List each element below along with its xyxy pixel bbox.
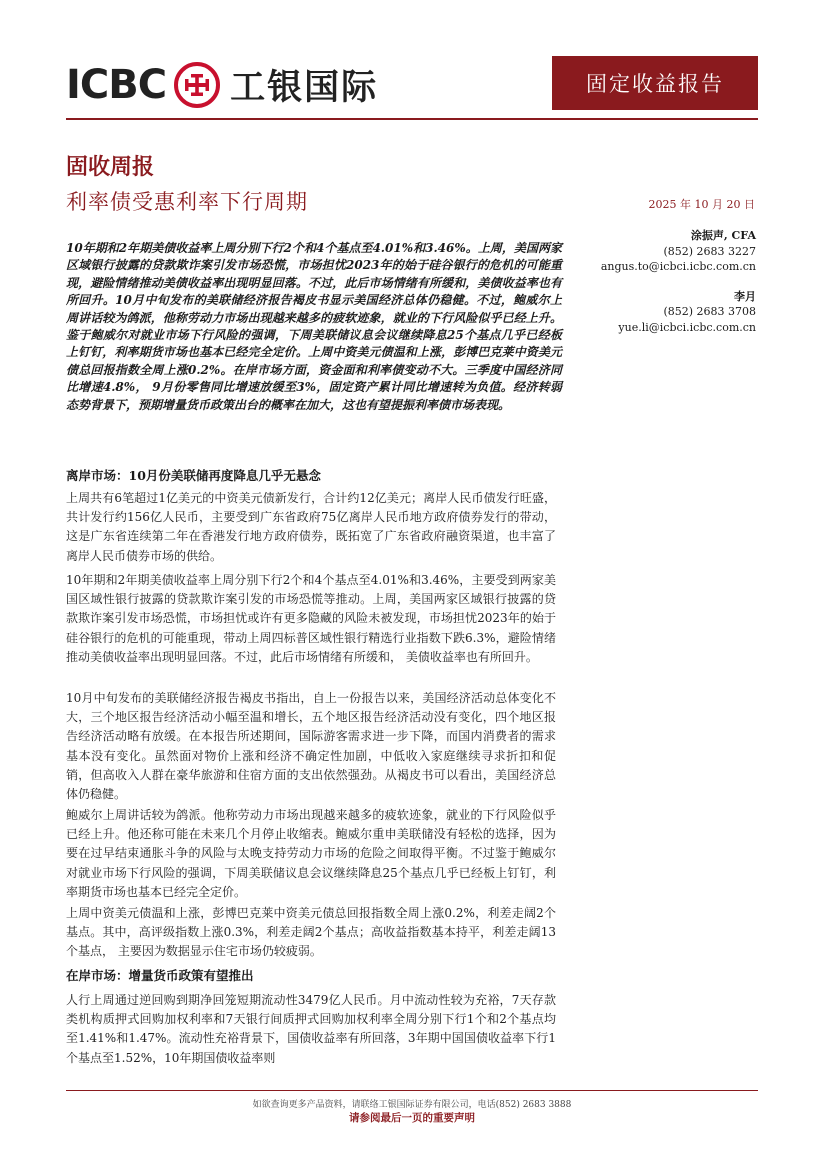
author-email[interactable]: angus.to@icbci.icbc.com.cn <box>600 260 756 273</box>
body-paragraph: 上周中资美元债温和上涨，彭博巴克莱中资美元债总回报指数全周上涨0.2%，利差走阔2个基点。其中，高评级指数上涨0.3%，利差走阔2个基点；高收益指数基本持平，利差走阔13个基点， 主要因为数据显示住宅市场仍较疲弱。 <box>66 906 556 959</box>
author-name: 李月 <box>734 289 756 303</box>
body-paragraph: 10年期和2年期美债收益率上周分别下行2个和4个基点至4.01%和3.46%，主要受到两家美国区域性银行披露的贷款欺诈案引发的市场恐慌等推动。上周，美国两家区域银行披露的贷款欺诈案引发市场恐慌，市场担忧或许有更多隐藏的风险未被发现，市场担忧2023年的始于硅谷银行的危机的可能重现，带动上周四标普区域性银行精选行业指数下跌6.3%，避险情绪推动美债收益率出现明显回落。不过，此后市场情绪有所缓和， 美债收益率也有所回升。 <box>66 573 556 664</box>
report-title: 固收周报 <box>66 154 155 180</box>
company-logo <box>66 62 378 108</box>
body-paragraph: 人行上周通过逆回购到期净回笼短期流动性3479亿人民币。月中流动性较为充裕，7天存款类机构质押式回购加权利率和7天银行间质押式回购加权利率全周分别下行1个和2个基点均至1.41%和1.47%。流动性充裕背景下，国债收益率有所回落，3年期中国国债收益率下行1个基点至1.52%，10年期国债收益率则 <box>66 993 556 1065</box>
author-phone: (852) 2683 3708 <box>663 305 756 318</box>
body-paragraph: 上周共有6笔超过1亿美元的中资美元债新发行，合计约12亿美元；离岸人民币债发行旺盛，共计发行约156亿人民币，主要受到广东省政府75亿离岸人民币地方政府债券发行的带动，这是广东省连续第二年在香港发行地方政府债券，既拓宽了广东省政府融资渠道，也丰富了离岸人民币债券市场的供给。 <box>66 491 556 563</box>
footer-contact: 如欲查询更多产品资料，请联络工银国际证券有限公司，电话(852) 2683 3888 <box>252 1100 572 1110</box>
author-email[interactable]: yue.li@icbci.icbc.com.cn <box>618 320 756 334</box>
header-divider <box>66 118 758 120</box>
logo-chinese-text: 工银国际 <box>230 68 379 108</box>
report-type-badge: 固定收益报告 <box>552 56 758 110</box>
author-name: 涂振声, CFA <box>690 229 756 242</box>
section-heading-onshore: 在岸市场：增量货币政策有望推出 <box>66 968 254 983</box>
footer-divider <box>66 1090 758 1091</box>
footer-disclaimer[interactable]: 请参阅最后一页的重要声明 <box>349 1112 475 1124</box>
section-heading-offshore: 离岸市场：10月份美联储再度降息几乎无悬念 <box>66 468 321 483</box>
report-subtitle: 利率债受惠利率下行周期 <box>66 190 308 214</box>
author-phone: (852) 2683 3227 <box>663 244 756 258</box>
icbc-emblem-icon <box>174 62 220 108</box>
body-paragraph: 鲍威尔上周讲话较为鸽派。他称劳动力市场出现越来越多的疲软迹象，就业的下行风险似乎已经上升。他还称可能在未来几个月停止收缩表。鲍威尔重申美联储没有轻松的选择，因为要在过早结束通胀斗争的风险与太晚支持劳动力市场的危险之间取得平衡。不过鉴于鲍威尔对就业市场下行风险的强调，下周美联储议息会议继续降息25个基点几乎已经板上钉钉，利率期货市场也基本已经完全定价。 <box>66 808 556 899</box>
report-date: 2025 年 10 月 20 日 <box>648 198 755 211</box>
logo-latin-text: ICBC <box>66 62 167 108</box>
body-paragraph: 10月中旬发布的美联储经济报告褐皮书指出，自上一份报告以来，美国经济活动总体变化不大，三个地区报告经济活动小幅至温和增长，五个地区报告经济活动没有变化，四个地区报告经济活动略有放缓。在本报告所述期间，国际游客需求进一步下降，而国内消费者的需求基本没有变化。虽然面对物价上涨和经济不确定性加剧，中低收入家庭继续寻求折扣和促销，但高收入人群在豪华旅游和住宿方面的支出依然强劲。从褐皮书可以看出，美国经济总体仍稳健。 <box>66 691 556 802</box>
author-block <box>590 228 756 335</box>
summary-paragraph: 10年期和2年期美债收益率上周分别下行2个和4个基点至4.01%和3.46%。上周，美国两家区域银行披露的贷款欺诈案引发市场恐慌，市场担忧2023年的始于硅谷银行的危机的可能重现，避险情绪推动美债收益率出现明显回落。不过，此后市场情绪有所缓和，美债收益率也有所回升。10月中旬发布的美联储经济报告褐皮书显示美国经济总体仍稳健。不过，鲍威尔上周讲话较为鸽派，他称劳动力市场出现越来越多的疲软迹象，就业的下行风险似乎已经上升。鉴于鲍威尔对就业市场下行风险的强调，下周美联储议息会议继续降息25个基点几乎已经板上钉钉，利率期货市场也基本已经完全定价。上周中资美元债温和上涨，彭博巴克莱中资美元债总回报指数全周上涨0.2%。在岸市场方面，资金面和利率债变动不大。三季度中国经济同比增速4.8%， 9月份零售同比增速放缓至3%，固定资产累计同比增速转为负值。经济转弱态势背景下，预期增量货币政策出台的概率在加大，这也有望提振利率债市场表现。 <box>66 241 562 412</box>
